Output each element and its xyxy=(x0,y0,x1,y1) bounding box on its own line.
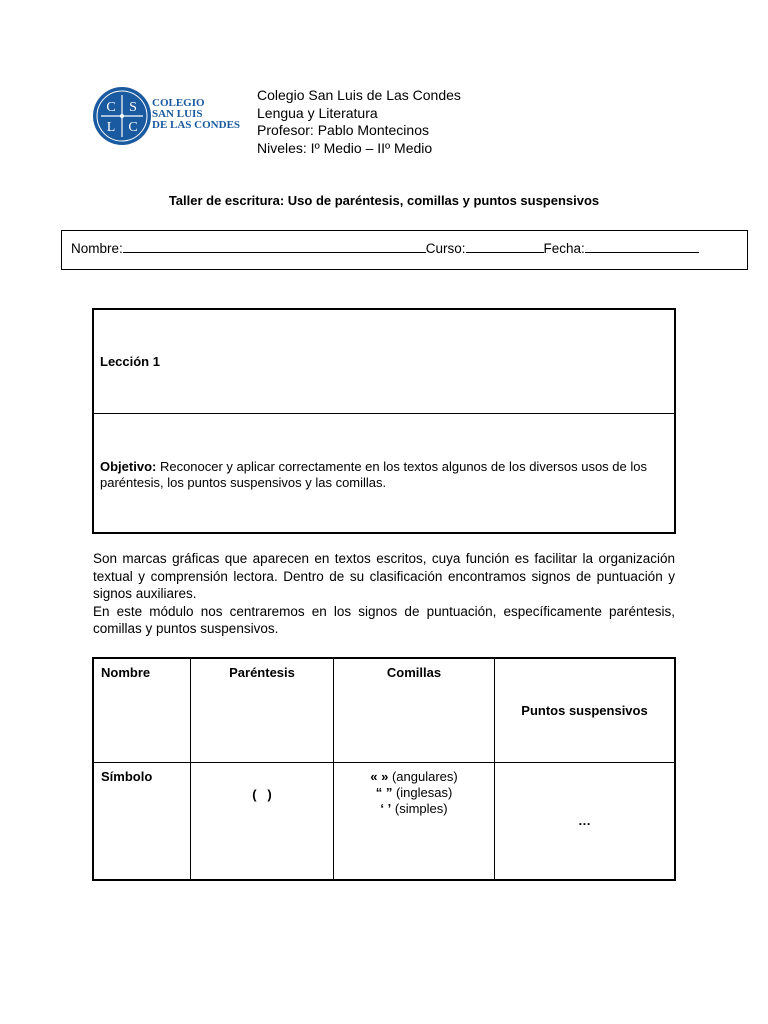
objective-text: Reconocer y aplicar correctamente en los textos algunos de los diversos usos de los paréntesis, los puntos suspensivos y las comillas. xyxy=(100,459,647,490)
header-ellipsis-text: Puntos suspensivos xyxy=(521,702,648,718)
quote-simple xyxy=(334,801,494,817)
logo-letter-4: C xyxy=(128,120,138,135)
logo-text-line-1: COLEGIO xyxy=(152,97,205,109)
quotes-symbol-cell xyxy=(334,762,495,880)
header-quotes-text: Comillas xyxy=(386,665,442,680)
header-info xyxy=(257,87,461,157)
ellipsis-symbol-cell xyxy=(495,762,676,880)
intro-text xyxy=(93,550,675,638)
parentheses-symbol-cell xyxy=(191,762,334,880)
lesson-divider xyxy=(94,413,674,414)
quote-english-label: (inglesas) xyxy=(392,784,453,800)
quotes-list xyxy=(334,763,494,817)
lesson-title: Lección 1 xyxy=(100,354,160,369)
row-label-text: Símbolo xyxy=(101,768,153,784)
quote-angular xyxy=(334,769,494,785)
parentheses-symbol: ( ) xyxy=(252,786,272,802)
subject-name: Lengua y Literatura xyxy=(257,104,378,121)
quote-angular-symbol: « » xyxy=(370,768,389,784)
logo-seal-icon xyxy=(93,87,151,145)
header-parentheses-text: Paréntesis xyxy=(229,665,295,680)
logo-letter-3: L xyxy=(106,120,116,135)
name-label: Nombre: xyxy=(71,241,123,256)
logo-letter-1: C xyxy=(106,100,116,115)
teacher-name: Profesor: Pablo Montecinos xyxy=(257,122,429,138)
header-cell-name xyxy=(93,658,191,762)
intro-paragraph-2: En este módulo nos centraremos en los signos de puntuación, específicamente paréntesis, comillas y puntos suspensivos. xyxy=(93,603,675,636)
row-label-cell xyxy=(93,762,191,880)
levels: Niveles: Iº Medio – IIº Medio xyxy=(257,139,433,156)
student-info-box xyxy=(61,230,748,270)
course-label: Curso: xyxy=(425,241,466,256)
header-name-text: Nombre xyxy=(101,665,151,680)
logo-letter-2: S xyxy=(129,100,137,115)
table-row xyxy=(93,762,675,880)
header-cell-quotes xyxy=(334,658,495,762)
name-field[interactable] xyxy=(123,240,426,253)
punctuation-table xyxy=(92,657,676,881)
logo-text xyxy=(152,98,240,131)
quote-english-symbol: “ ” xyxy=(375,784,393,800)
date-field[interactable] xyxy=(585,240,699,253)
quote-angular-label: (angulares) xyxy=(388,768,458,784)
quote-simple-label: (simples) xyxy=(391,800,448,816)
logo-text-line-3: DE LAS CONDES xyxy=(152,119,241,131)
worksheet-title: Taller de escritura: Uso de paréntesis, comillas y puntos suspensivos xyxy=(168,193,600,208)
lesson-objective xyxy=(100,459,668,491)
school-name: Colegio San Luis de Las Condes xyxy=(257,87,461,103)
student-info-line xyxy=(71,240,699,256)
header-cell-parentheses xyxy=(191,658,334,762)
intro-paragraph-1: Son marcas gráficas que aparecen en textos escritos, cuya función es facilitar la organización textual y comprensión lectora. Dentro de su clasificación encontramos signos de puntuación y signos auxiliares. xyxy=(93,551,675,601)
quote-simple-symbol: ‘ ’ xyxy=(380,800,392,816)
course-field[interactable] xyxy=(466,240,544,253)
date-label: Fecha: xyxy=(543,241,585,256)
lesson-box xyxy=(92,308,676,534)
ellipsis-symbol: … xyxy=(578,813,591,829)
objective-label: Objetivo: xyxy=(100,459,157,474)
quote-english xyxy=(334,785,494,801)
table-header-row xyxy=(93,658,675,762)
logo-text-line-2: SAN LUIS xyxy=(152,108,203,120)
header-cell-ellipsis xyxy=(495,658,676,762)
